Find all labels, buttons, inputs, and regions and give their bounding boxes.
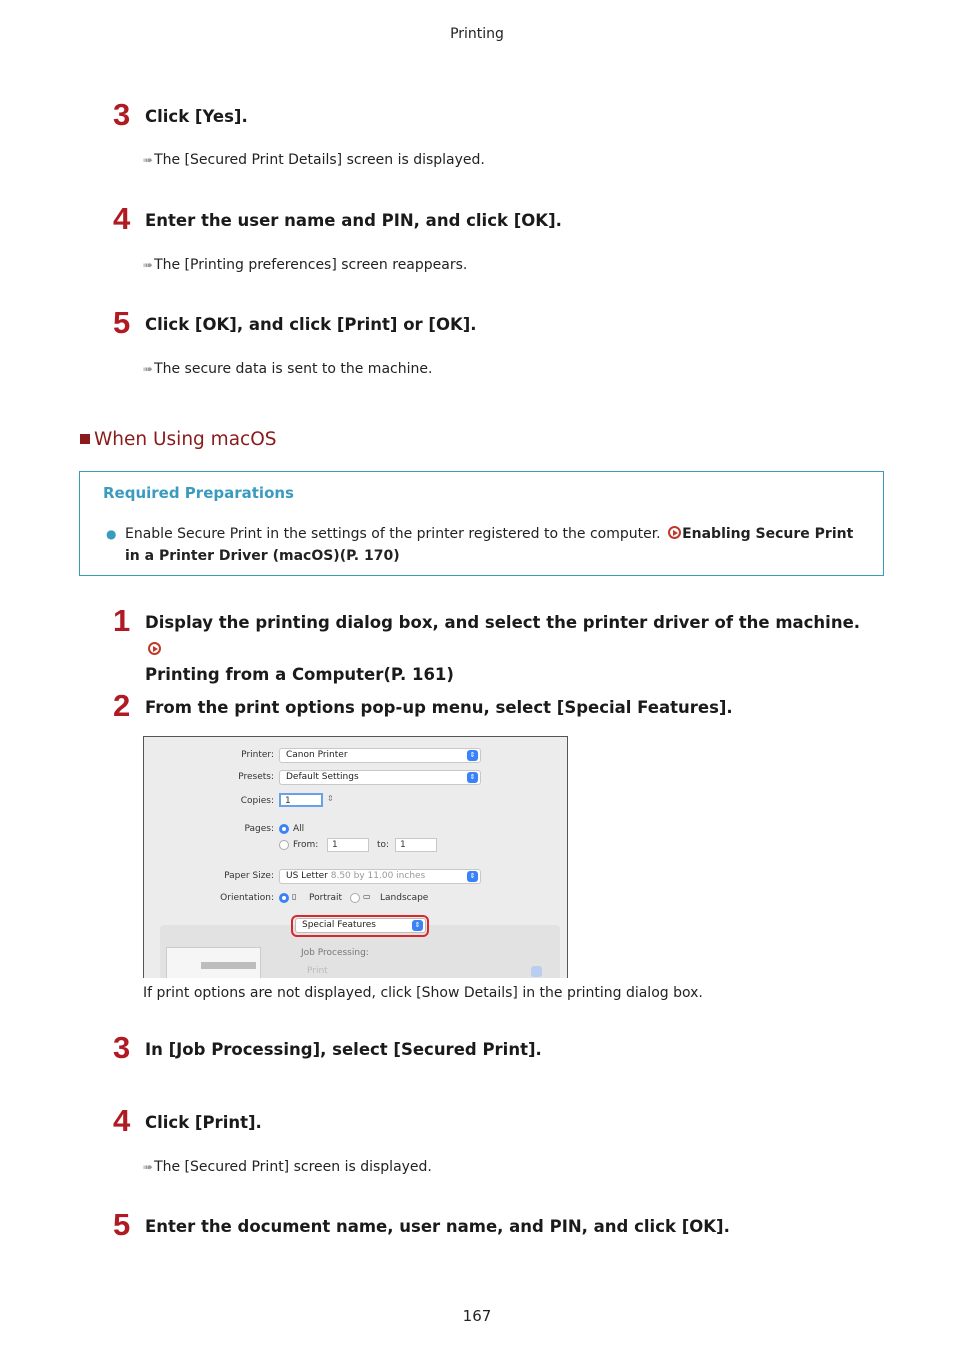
result-arrow-icon: ➠ bbox=[143, 258, 152, 272]
required-preparations-box bbox=[79, 471, 884, 576]
paper-size-select[interactable]: US Letter 8.50 by 11.00 inches ⇕ bbox=[279, 869, 481, 884]
pages-to-label: to: bbox=[377, 840, 390, 850]
step-title: Enter the document name, user name, and PIN, and click [OK]. bbox=[145, 1217, 730, 1236]
step-number: 4 bbox=[113, 1103, 131, 1138]
step-3-click-yes bbox=[113, 97, 873, 132]
landscape-label: Landscape bbox=[380, 893, 429, 903]
step-number: 4 bbox=[113, 201, 131, 236]
print-dialog-screenshot bbox=[143, 736, 568, 978]
orientation-label: Orientation: bbox=[220, 893, 274, 903]
pages-to-input[interactable]: 1 bbox=[395, 838, 437, 852]
step-title: In [Job Processing], select [Secured Print]. bbox=[145, 1040, 542, 1059]
step-result: ➠ The [Secured Print] screen is displayed. bbox=[143, 1159, 432, 1175]
step-number: 5 bbox=[113, 1207, 131, 1242]
pages-from-radio[interactable] bbox=[279, 840, 289, 850]
highlight-frame bbox=[291, 915, 429, 937]
chevron-updown-icon: ⇕ bbox=[467, 750, 478, 761]
step-number: 2 bbox=[113, 688, 131, 723]
job-processing-value[interactable]: Print bbox=[307, 966, 328, 976]
step-title: Click [Yes]. bbox=[145, 107, 248, 126]
chevron-updown-icon bbox=[531, 966, 542, 977]
step-result: ➠ The secure data is sent to the machine. bbox=[143, 361, 433, 377]
step-number: 1 bbox=[113, 603, 131, 638]
running-header: Printing bbox=[450, 26, 504, 42]
step-title: Display the printing dialog box, and select the printer driver of the machine. Printing from a Computer(P. 161) bbox=[145, 613, 861, 684]
job-processing-label: Job Processing: bbox=[301, 948, 369, 958]
screenshot-caption: If print options are not displayed, click [Show Details] in the printing dialog box. bbox=[143, 985, 703, 1001]
preparation-item: ● Enable Secure Print in the settings of the printer registered to the computer. Enabling Secure Print in a Printer Driver (macOS)(P. 170) bbox=[125, 523, 865, 567]
step-number: 3 bbox=[113, 1030, 131, 1065]
copies-input[interactable]: 1 bbox=[279, 793, 323, 807]
pages-all-label: All bbox=[293, 824, 305, 834]
portrait-label: Portrait bbox=[309, 893, 343, 903]
step-1-display-dialog bbox=[113, 603, 873, 688]
copies-label: Copies: bbox=[240, 796, 274, 806]
pages-label: Pages: bbox=[244, 824, 274, 834]
step-2-select-special-features bbox=[113, 688, 873, 723]
preview-thumbnail bbox=[166, 947, 261, 978]
link-arrow-icon bbox=[148, 642, 161, 655]
pages-from-label: From: bbox=[293, 840, 319, 850]
paper-size-label: Paper Size: bbox=[224, 871, 274, 881]
result-arrow-icon: ➠ bbox=[143, 362, 152, 376]
print-options-menu[interactable]: Special Features ⇕ bbox=[295, 918, 426, 933]
pages-all-radio[interactable] bbox=[279, 824, 289, 834]
printing-from-computer-link[interactable]: Printing from a Computer(P. 161) bbox=[145, 665, 454, 684]
landscape-radio[interactable] bbox=[350, 893, 360, 903]
step-number: 3 bbox=[113, 97, 131, 132]
pages-from-input[interactable]: 1 bbox=[327, 838, 369, 852]
chevron-updown-icon: ⇕ bbox=[467, 772, 478, 783]
step-number: 5 bbox=[113, 305, 131, 340]
landscape-icon: ▭ bbox=[363, 892, 371, 901]
step-4-click-print bbox=[113, 1103, 873, 1138]
result-arrow-icon: ➠ bbox=[143, 153, 152, 167]
presets-select[interactable]: Default Settings ⇕ bbox=[279, 770, 481, 785]
printer-label: Printer: bbox=[241, 750, 274, 760]
portrait-icon: ▯ bbox=[292, 892, 297, 901]
enabling-secure-print-link[interactable]: Enabling Secure Print in a Printer Driver (macOS)(P. 170) bbox=[125, 526, 854, 564]
step-title: Enter the user name and PIN, and click [OK]. bbox=[145, 211, 562, 230]
square-bullet-icon bbox=[80, 434, 90, 444]
step-5-enter-document-name bbox=[113, 1207, 873, 1242]
step-title: From the print options pop-up menu, select [Special Features]. bbox=[145, 698, 733, 717]
link-arrow-icon bbox=[668, 526, 681, 539]
portrait-radio[interactable] bbox=[279, 893, 289, 903]
stepper-icon[interactable]: ⇕ bbox=[327, 794, 334, 803]
result-arrow-icon: ➠ bbox=[143, 1160, 152, 1174]
preparations-title: Required Preparations bbox=[103, 484, 294, 502]
section-heading: When Using macOS bbox=[80, 429, 277, 450]
chevron-updown-icon: ⇕ bbox=[412, 920, 423, 931]
page-number: 167 bbox=[462, 1307, 492, 1325]
presets-label: Presets: bbox=[238, 772, 274, 782]
step-result: ➠ The [Printing preferences] screen reappears. bbox=[143, 257, 468, 273]
step-result: ➠ The [Secured Print Details] screen is displayed. bbox=[143, 152, 485, 168]
step-3-job-processing bbox=[113, 1030, 873, 1065]
step-5-click-ok bbox=[113, 305, 873, 340]
chevron-updown-icon: ⇕ bbox=[467, 871, 478, 882]
step-title: Click [OK], and click [Print] or [OK]. bbox=[145, 315, 477, 334]
printer-select[interactable]: Canon Printer ⇕ bbox=[279, 748, 481, 763]
step-4-enter-user bbox=[113, 201, 873, 236]
bullet-icon: ● bbox=[106, 527, 117, 541]
step-title: Click [Print]. bbox=[145, 1113, 262, 1132]
